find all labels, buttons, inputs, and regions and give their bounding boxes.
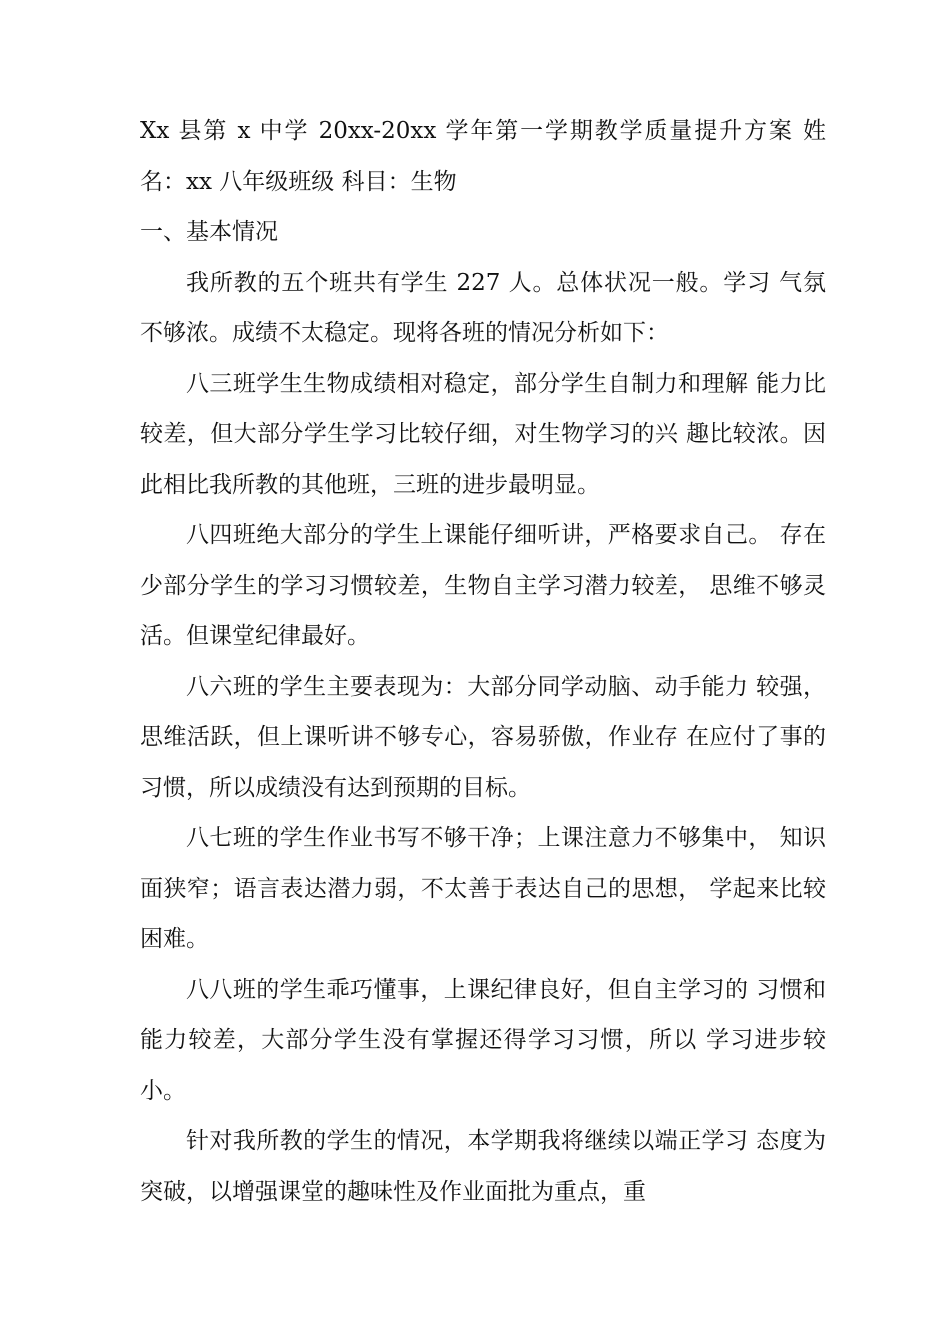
paragraph-plan: 针对我所教的学生的情况，本学期我将继续以端正学习 态度为突破，以增强课堂的趣味性及作业面批为重点，重 <box>140 1128 826 1205</box>
document-body <box>140 106 826 1217</box>
paragraph-class-8-8: 八八班的学生乖巧懂事，上课纪律良好，但自主学习的 习惯和能力较差，大部分学生没有掌握还得学习习惯，所以 学习进步较小。 <box>140 976 826 1104</box>
paragraph-class-8-7: 八七班的学生作业书写不够干净；上课注意力不够集中， 知识面狭窄；语言表达潜力弱，不太善于表达自己的思想， 学起来比较困难。 <box>140 825 826 952</box>
paragraph-overview: 我所教的五个班共有学生 227 人。总体状况一般。学习 气氛不够浓。成绩不太稳定。现将各班的情况分析如下： <box>140 269 826 346</box>
paragraph-class-8-3: 八三班学生生物成绩相对稳定，部分学生自制力和理解 能力比较差，但大部分学生学习比较仔细，对生物学习的兴 趣比较浓。因此相比我所教的其他班，三班的进步最明显。 <box>140 370 826 498</box>
paragraph-class-8-6: 八六班的学生主要表现为：大部分同学动脑、动手能力 较强，思维活跃，但上课听讲不够专心，容易骄傲，作业存 在应付了事的习惯，所以成绩没有达到预期的目标。 <box>140 673 826 801</box>
document-title: Xx 县第 x 中学 20xx-20xx 学年第一学期教学质量提升方案 姓名：xx 八年级班级 科目：生物 <box>140 118 826 195</box>
section-heading: 一、基本情况 <box>140 219 278 245</box>
paragraph-class-8-4: 八四班绝大部分的学生上课能仔细听讲，严格要求自己。 存在少部分学生的学习习惯较差，生物自主学习潜力较差， 思维不够灵活。但课堂纪律最好。 <box>140 522 826 649</box>
